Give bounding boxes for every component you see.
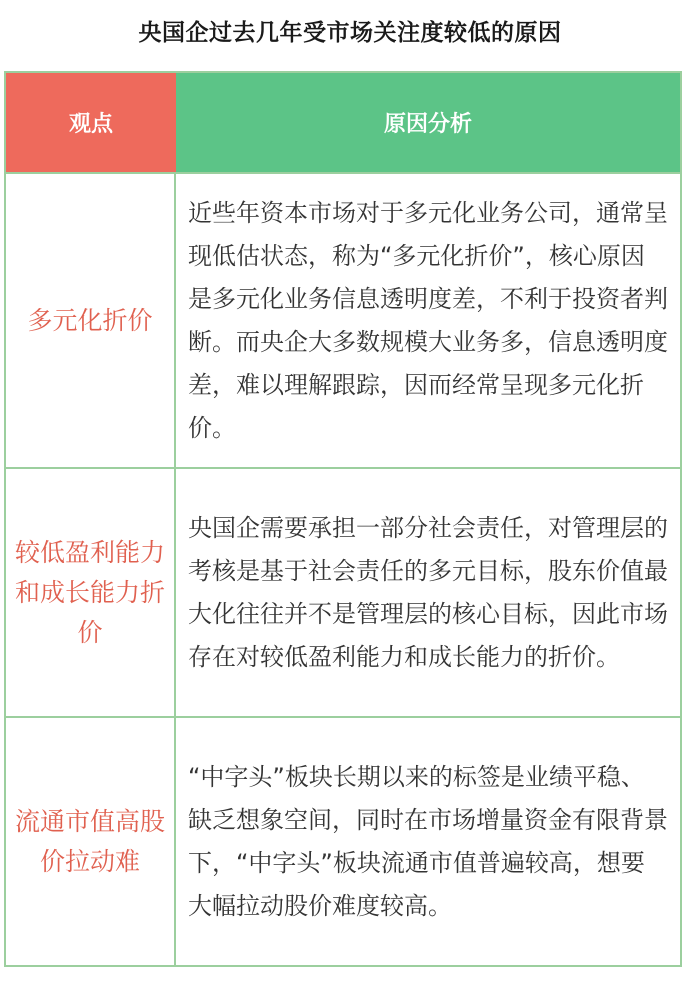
header-analysis: 原因分析 [176,73,680,172]
table-row [6,467,680,716]
header-viewpoint: 观点 [6,73,176,172]
table-row [6,172,680,467]
reasons-table [4,71,682,967]
page-title: 央国企过去几年受市场关注度较低的原因 [138,20,562,46]
viewpoint-cell: 流通市值高股价拉动难 [6,718,176,965]
table-row [6,716,680,965]
table-header-row [6,73,680,172]
analysis-cell: 央国企需要承担一部分社会责任，对管理层的考核是基于社会责任的多元目标，股东价值最大化往往并不是管理层的核心目标，因此市场存在对较低盈利能力和成长能力的折价。 [188,513,668,671]
analysis-cell: 近些年资本市场对于多元化业务公司，通常呈现低估状态，称为“多元化折价”，核心原因是多元化业务信息透明度差，不利于投资者判断。而央企大多数规模大业务多，信息透明度差，难以理解跟踪，因而经常呈现多元化折价。 [188,198,668,442]
viewpoint-cell: 多元化折价 [6,174,176,467]
viewpoint-cell: 较低盈利能力和成长能力折价 [6,469,176,716]
analysis-cell: “中字头”板块长期以来的标签是业绩平稳、缺乏想象空间，同时在市场增量资金有限背景下，“中字头”板块流通市值普遍较高，想要大幅拉动股价难度较高。 [188,762,668,920]
